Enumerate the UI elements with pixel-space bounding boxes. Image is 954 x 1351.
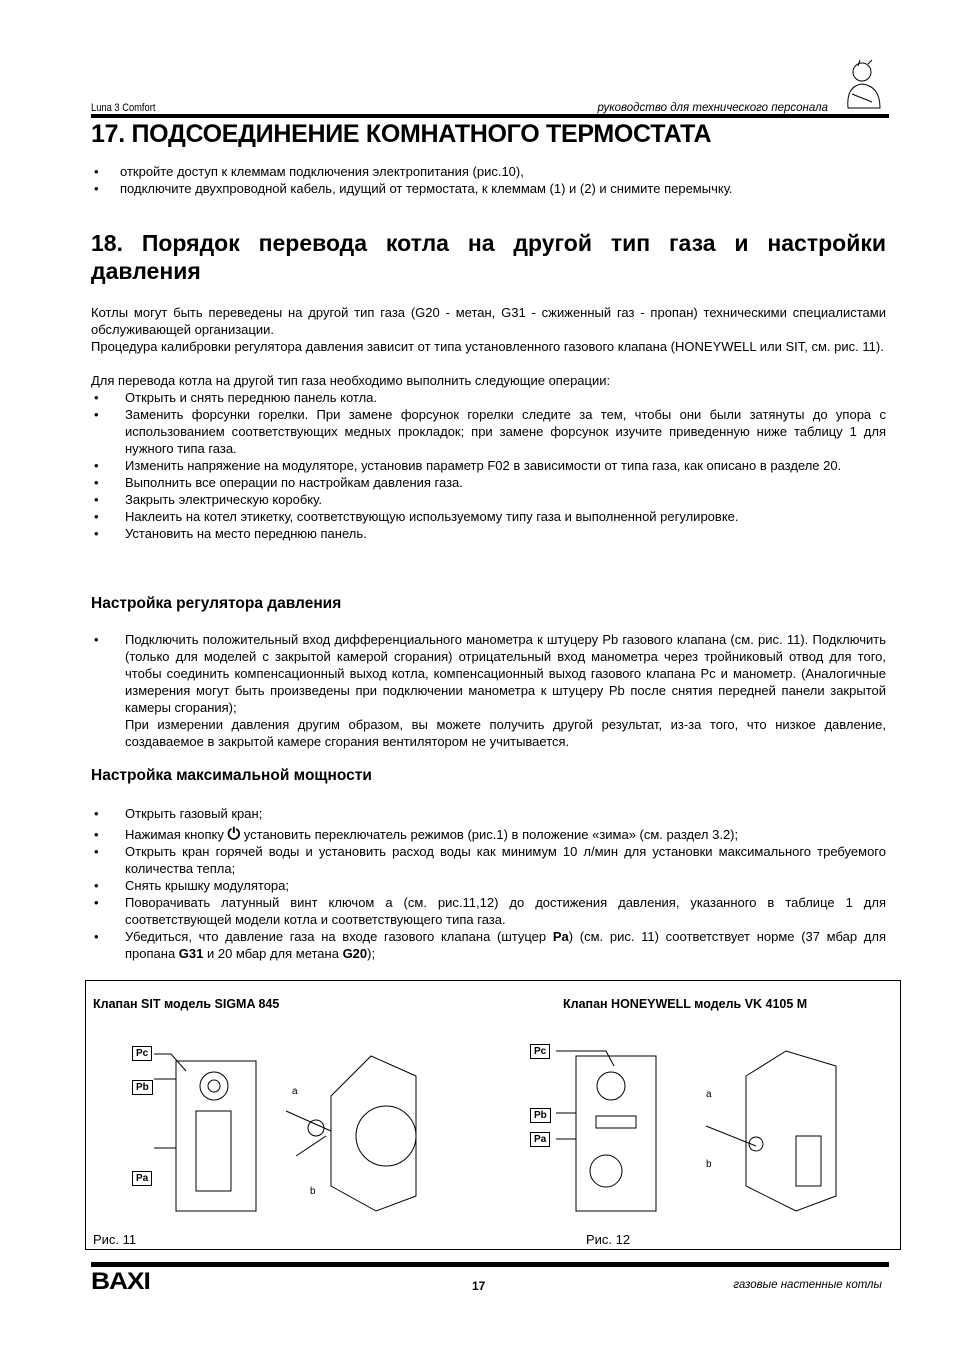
list-item: • Поворачивать латунный винт ключом а (см. рис.11,12) до достижения давления, указанного в таблице 1 для соответствующей модели котла и соответствующего типа газа. [91, 894, 886, 928]
power-icon: ⏻ [227, 826, 241, 843]
label-pc: Pc [530, 1044, 550, 1059]
header-doc-type: руководство для технического персонала [597, 102, 828, 114]
intro-paragraph: Процедура калибровки регулятора давления зависит от типа установленного газового клапана (HONEYWELL или SIT, см. рис. 11). [91, 339, 884, 354]
list-item: • Нажимая кнопку ⏻ установить переключатель режимов (рис.1) в положение «зима» (см. раздел 3.2); [91, 826, 886, 843]
list-item: • подключите двухпроводной кабель, идущий от термостата, к клеммам (1) и (2) и снимите перемычку. [91, 180, 886, 197]
list-item: • Выполнить все операции по настройкам давления газа. [91, 474, 886, 491]
section-17-title: 17. ПОДСОЕДИНЕНИЕ КОМНАТНОГО ТЕРМОСТАТА [91, 120, 712, 148]
sit-valve-diagram [116, 1036, 476, 1221]
list-item: • откройте доступ к клеммам подключения электропитания (рис.10), [91, 163, 886, 180]
honeywell-valve-diagram [556, 1036, 896, 1221]
list-item: • Открыть и снять переднюю панель котла. [91, 389, 886, 406]
pressure-regulator-body [91, 631, 886, 750]
header-model: Luna 3 Comfort [91, 102, 156, 114]
max-power-body [91, 805, 886, 962]
label-pc: Pc [132, 1046, 152, 1061]
pressure-regulator-heading: Настройка регулятора давления [91, 595, 342, 612]
label-pa: Pa [530, 1132, 550, 1147]
list-item: • Убедиться, что давление газа на входе газового клапана (штуцер Pa) (см. рис. 11) соответствует норме (37 мбар для пропана G31 и 20 мбар для метана G20); [91, 928, 886, 962]
svg-text:b: b [310, 1186, 316, 1197]
max-power-heading: Настройка максимальной мощности [91, 767, 372, 784]
section-17-list [91, 163, 886, 197]
figure-left-title: Клапан SIT модель SIGMA 845 [93, 997, 280, 1011]
list-item: • Снять крышку модулятора; [91, 877, 886, 894]
header-rule [91, 114, 889, 118]
svg-text:a: a [292, 1086, 298, 1097]
figure-box [85, 980, 901, 1250]
list-item: • Установить на место переднюю панель. [91, 525, 886, 542]
footer-rule [91, 1262, 889, 1267]
figure-12-caption: Рис. 12 [586, 1232, 631, 1247]
label-pb: Pb [530, 1108, 551, 1123]
section-18-title: 18. Порядок перевода котла на другой тип газа и настройки давления [91, 230, 886, 284]
list-item: • Заменить форсунки горелки. При замене форсунок горелки следите за тем, чтобы они были затянуты до упора с использованием соответствующих медных прокладок; при замене форсунок изучите приведенную ниже таблицу 1 для нужного типа газа. [91, 406, 886, 457]
list-item: • Закрыть электрическую коробку. [91, 491, 886, 508]
list-item: • Наклеить на котел этикетку, соответствующую используемому типу газа и выполненной регулировке. [91, 508, 886, 525]
label-pb: Pb [132, 1080, 153, 1095]
baxi-logo: BAXI [91, 1268, 150, 1295]
list-item: • Подключить положительный вход дифференциального манометра к штуцеру Pb газового клапана (см. рис. 11). Подключить (только для моделей с закрытой камерой сгорания) отрицательный вход манометра через тройниковый отвод для того, чтобы соединить компенсационный выход котла, компенсационный выход газового клапана Pc и манометр. (Аналогичные измерения могут быть произведены при подключении манометра к штуцеру Pb после снятия передней панели закрытой камеры сгорания); При измерении давления другим образом, вы можете получить другой результат, из-за того, что низкое давление, создаваемое в закрытой камере сгорания вентилятором не учитывается. [91, 631, 886, 750]
page-number: 17 [472, 1279, 486, 1293]
intro-paragraph: Котлы могут быть переведены на другой тип газа (G20 - метан, G31 - сжиженный газ - пропан) техническими специалистами обслуживающей организации. [91, 305, 886, 337]
figure-11-caption: Рис. 11 [93, 1232, 137, 1247]
list-item: • Открыть кран горячей воды и установить расход воды как минимум 10 л/мин для установки максимального требуемого количества тепла; [91, 843, 886, 877]
label-pa: Pa [132, 1171, 152, 1186]
figure-right-title: Клапан HONEYWELL модель VK 4105 M [563, 997, 808, 1011]
list-item: • Изменить напряжение на модуляторе, установив параметр F02 в зависимости от типа газа, как описано в разделе 20. [91, 457, 886, 474]
svg-text:a: a [706, 1089, 712, 1100]
section-18-body [91, 304, 886, 542]
svg-text:b: b [706, 1159, 712, 1170]
footer-subtitle: газовые настенные котлы [733, 1279, 882, 1291]
ops-intro: Для перевода котла на другой тип газа необходимо выполнить следующие операции: [91, 373, 611, 388]
technician-icon [838, 56, 888, 112]
list-item: • Открыть газовый кран; [91, 805, 886, 822]
